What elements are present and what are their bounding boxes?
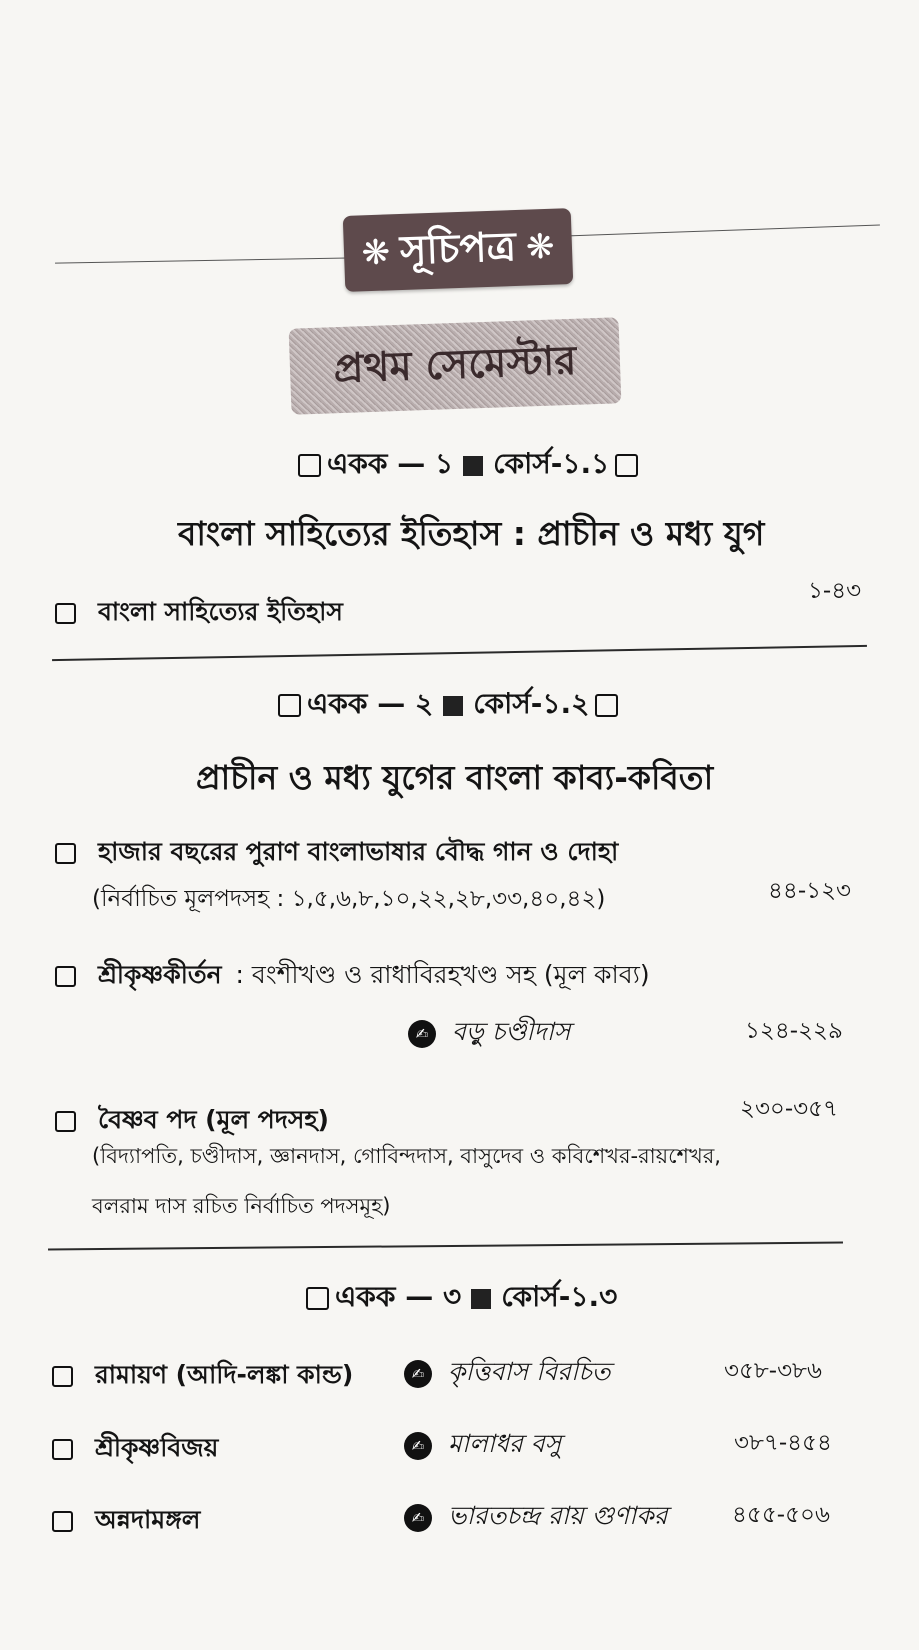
toc-title [343, 208, 574, 292]
checkbox-icon [306, 1287, 329, 1310]
entry-title: শ্রীকৃষ্ণকীর্তন [98, 960, 222, 989]
entry-title: অন্নদামঙ্গল [95, 1505, 201, 1534]
unit-label: একক — ২ [307, 687, 434, 720]
page-range: ১২৪-২২৯ [745, 1018, 843, 1044]
entry-author [408, 1012, 570, 1055]
entry-subtitle: (নির্বাচিত মূলপদসহ : ১,৫,৬,৮,১০,২২,২৮,৩৩,৪০,৪২) [92, 886, 606, 912]
author-name: বড়ু চণ্ডীদাস [452, 1017, 571, 1046]
entry-title-extra: : বংশীখণ্ড ও রাধাবিরহখণ্ড সহ (মূল কাব্য) [235, 960, 650, 989]
star-icon: ❋ [360, 232, 391, 274]
entry-author [404, 1424, 561, 1467]
toc-entry[interactable] [55, 1100, 329, 1143]
unit-label: একক — ৩ [335, 1280, 462, 1313]
page-range: ১-৪৩ [808, 578, 862, 604]
checkbox-icon [55, 966, 76, 987]
entry-author [404, 1496, 668, 1539]
page-range: ৩৮৭-৪৫৪ [734, 1430, 832, 1456]
toc-entry[interactable] [52, 1355, 353, 1398]
checkbox-icon [278, 694, 301, 717]
unit-1-label [292, 442, 644, 489]
title-rule-right [565, 225, 880, 237]
page-range: ৩৫৮-৩৮৬ [724, 1358, 822, 1384]
title-rule-left [55, 257, 355, 263]
checkbox-icon [52, 1366, 73, 1387]
unit-label: একক — ১ [327, 447, 454, 480]
checkbox-icon [298, 454, 321, 477]
page-range: ২৩০-৩৫৭ [740, 1096, 838, 1122]
toc-entry[interactable] [55, 832, 618, 875]
toc-entry[interactable] [55, 592, 343, 635]
unit-2-label [272, 682, 624, 729]
filled-square-icon [471, 1289, 491, 1309]
author-pen-icon: ✍ [404, 1504, 432, 1532]
page-range: ৪৫৫-৫০৬ [732, 1502, 830, 1528]
checkbox-icon [55, 1111, 76, 1132]
entry-title: রামায়ণ (আদি-লঙ্কা কান্ড) [95, 1360, 354, 1389]
checkbox-icon [615, 454, 638, 477]
author-pen-icon: ✍ [404, 1432, 432, 1460]
entry-title: শ্রীকৃষ্ণবিজয় [95, 1433, 219, 1462]
toc-entry[interactable] [55, 955, 650, 998]
entry-title: বৈষ্ণব পদ (মূল পদসহ) [98, 1105, 329, 1134]
toc-title-text: সূচিপত্র [399, 223, 517, 274]
author-pen-icon: ✍ [404, 1360, 432, 1388]
course-label: কোর্স-১.২ [473, 687, 590, 720]
entry-subtitle: (বিদ্যাপতি, চণ্ডীদাস, জ্ঞানদাস, গোবিন্দদাস, বাসুদেব ও কবিশেখর-রায়শেখর, [92, 1144, 721, 1168]
filled-square-icon [443, 696, 463, 716]
toc-entry[interactable] [52, 1428, 218, 1471]
checkbox-icon [52, 1439, 73, 1460]
course-label: কোর্স-১.১ [493, 447, 610, 480]
page-range: ৪৪-১২৩ [768, 878, 851, 904]
section-divider [48, 1242, 843, 1251]
checkbox-icon [595, 694, 618, 717]
author-pen-icon: ✍ [408, 1020, 436, 1048]
semester-text: প্রথম সেমেস্টার [332, 337, 578, 392]
checkbox-icon [52, 1511, 73, 1532]
toc-entry[interactable] [52, 1500, 200, 1543]
filled-square-icon [463, 456, 483, 476]
author-name: কৃত্তিবাস বিরচিত [448, 1357, 611, 1386]
entry-subtitle: বলরাম দাস রচিত নির্বাচিত পদসমূহ) [92, 1194, 391, 1218]
entry-title: হাজার বছরের পুরাণ বাংলাভাষার বৌদ্ধ গান ও দোহা [98, 837, 619, 866]
author-name: ভারতচন্দ্র রায় গুণাকর [448, 1501, 668, 1530]
entry-author [404, 1352, 610, 1395]
checkbox-icon [55, 843, 76, 864]
semester-label [289, 317, 622, 414]
unit-3-label [300, 1275, 617, 1322]
entry-title: বাংলা সাহিত্যের ইতিহাস [98, 597, 343, 626]
unit-1-heading: বাংলা সাহিত্যের ইতিহাস : প্রাচীন ও মধ্য যুগ [178, 514, 765, 553]
unit-2-heading: প্রাচীন ও মধ্য যুগের বাংলা কাব্য-কবিতা [196, 758, 714, 797]
author-name: মালাধর বসু [448, 1429, 562, 1458]
checkbox-icon [55, 603, 76, 624]
course-label: কোর্স-১.৩ [501, 1280, 618, 1313]
section-divider [52, 645, 867, 661]
star-icon: ❋ [525, 226, 556, 268]
